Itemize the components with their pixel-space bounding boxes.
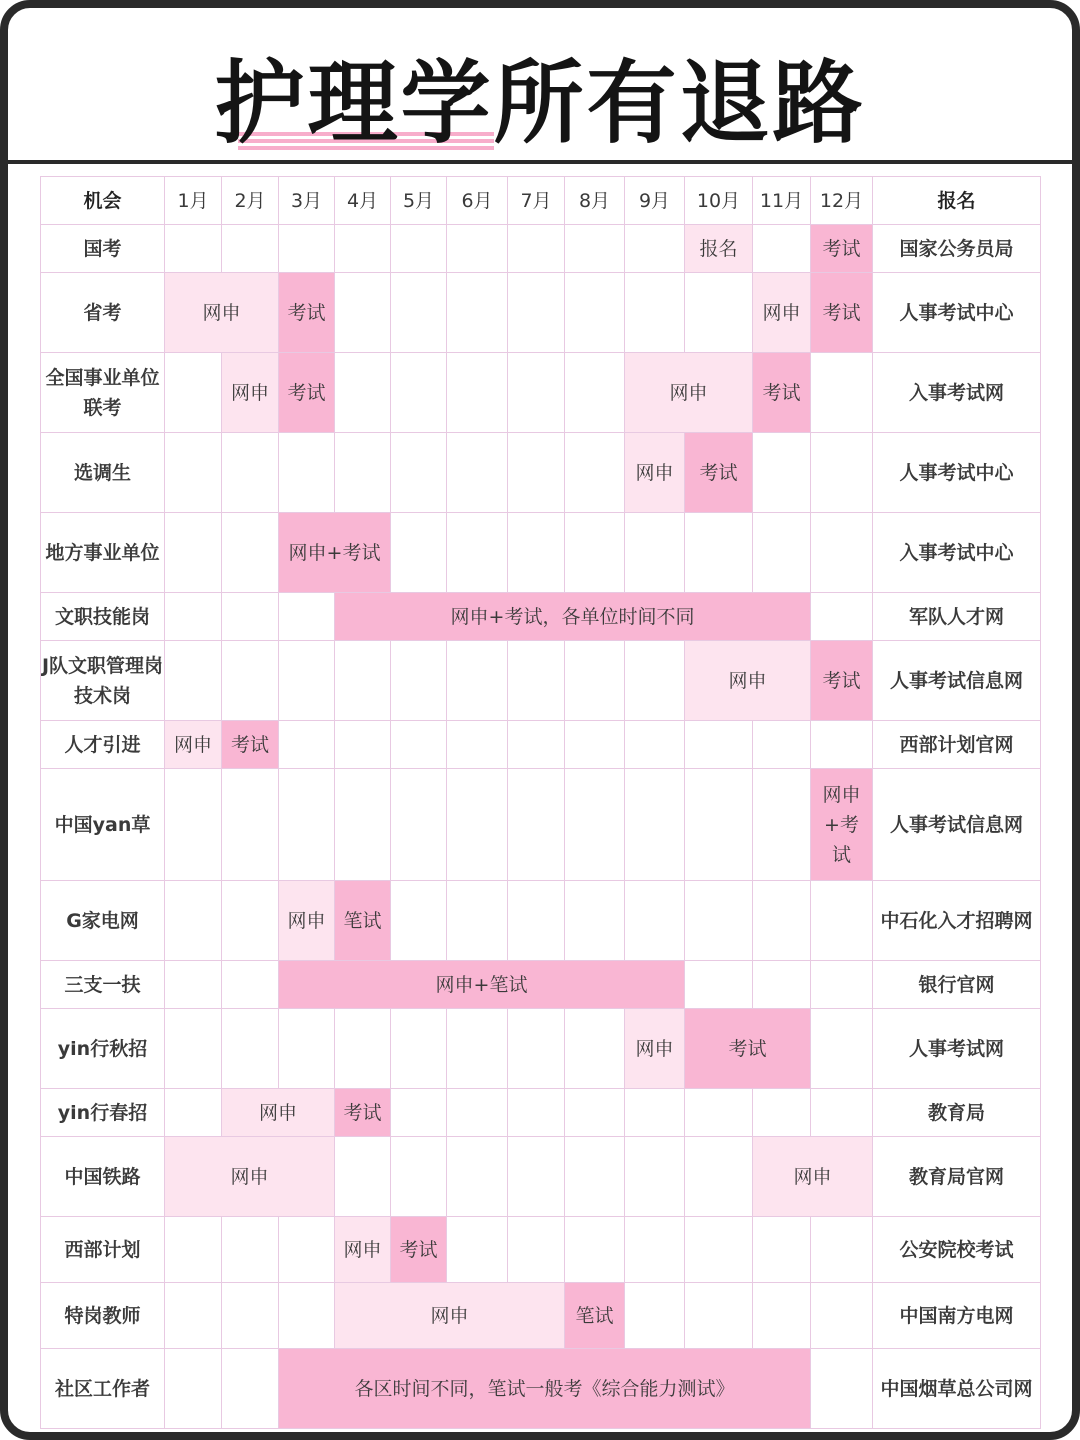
table-row	[41, 513, 1041, 593]
period-cell: 网申	[335, 1283, 565, 1349]
period-cell: 网申	[625, 353, 753, 433]
row-name: 三支一扶	[41, 961, 165, 1009]
row-register: 人事考试信息网	[873, 641, 1041, 721]
row-register: 银行官网	[873, 961, 1041, 1009]
period-cell: 网申	[625, 433, 685, 513]
period-cell: 考试	[222, 721, 279, 769]
table-row	[41, 1089, 1041, 1137]
period-cell: 考试	[391, 1217, 447, 1283]
period-cell: 网申+考试，各单位时间不同	[335, 593, 811, 641]
period-cell: 网申	[165, 721, 222, 769]
period-cell: 考试	[811, 641, 873, 721]
row-name: 省考	[41, 273, 165, 353]
row-name: 特岗教师	[41, 1283, 165, 1349]
row-register: 中国烟草总公司网	[873, 1349, 1041, 1429]
row-name: J队文职管理岗技术岗	[41, 641, 165, 721]
row-register: 公安院校考试	[873, 1217, 1041, 1283]
period-cell: 笔试	[335, 881, 391, 961]
period-cell: 各区时间不同，笔试一般考《综合能力测试》	[279, 1349, 811, 1429]
period-cell: 考试	[811, 273, 873, 353]
period-cell: 网申	[222, 1089, 335, 1137]
page-title: 护理学所有退路	[214, 51, 866, 156]
row-register: 中国南方电网	[873, 1283, 1041, 1349]
header-month: 3月	[279, 177, 335, 225]
row-name: 人才引进	[41, 721, 165, 769]
period-cell: 考试	[279, 353, 335, 433]
row-register: 西部计划官网	[873, 721, 1041, 769]
header-month: 9月	[625, 177, 685, 225]
table-row	[41, 593, 1041, 641]
period-cell: 网申	[222, 353, 279, 433]
row-name: 西部计划	[41, 1217, 165, 1283]
table-row	[41, 1217, 1041, 1283]
period-cell: 网申	[753, 1137, 873, 1217]
row-name: 中国铁路	[41, 1137, 165, 1217]
row-register: 入事考试中心	[873, 513, 1041, 593]
table-row	[41, 353, 1041, 433]
period-cell: 网申	[335, 1217, 391, 1283]
period-cell: 考试	[753, 353, 811, 433]
period-cell: 考试	[685, 433, 753, 513]
row-register: 国家公务员局	[873, 225, 1041, 273]
header-month: 4月	[335, 177, 391, 225]
row-name: 选调生	[41, 433, 165, 513]
row-name: yin行春招	[41, 1089, 165, 1137]
header-month: 11月	[753, 177, 811, 225]
period-cell: 网申	[625, 1009, 685, 1089]
period-cell: 考试	[811, 225, 873, 273]
row-register: 中石化入才招聘网	[873, 881, 1041, 961]
row-register: 人事考试信息网	[873, 769, 1041, 881]
table-row	[41, 769, 1041, 881]
header-month: 2月	[222, 177, 279, 225]
header-month: 5月	[391, 177, 447, 225]
header-month: 7月	[508, 177, 565, 225]
row-name: 地方事业单位	[41, 513, 165, 593]
period-cell: 考试	[335, 1089, 391, 1137]
header-row	[41, 177, 1041, 225]
row-register: 军队人才网	[873, 593, 1041, 641]
table-row	[41, 721, 1041, 769]
period-cell: 网申+考试	[811, 769, 873, 881]
header-month: 8月	[565, 177, 625, 225]
row-register: 人事考试中心	[873, 273, 1041, 353]
header-month: 10月	[685, 177, 753, 225]
table-row	[41, 1009, 1041, 1089]
row-name: 全国事业单位联考	[41, 353, 165, 433]
table-row	[41, 1283, 1041, 1349]
title-area	[8, 8, 1072, 164]
table-row	[41, 225, 1041, 273]
header-month: 1月	[165, 177, 222, 225]
table-row	[41, 433, 1041, 513]
row-name: G家电网	[41, 881, 165, 961]
row-register: 入事考试网	[873, 353, 1041, 433]
period-cell: 笔试	[565, 1283, 625, 1349]
table-row	[41, 273, 1041, 353]
row-name: 文职技能岗	[41, 593, 165, 641]
table-row	[41, 1137, 1041, 1217]
header-opportunity: 机会	[41, 177, 165, 225]
period-cell: 网申	[165, 1137, 335, 1217]
row-name: 社区工作者	[41, 1349, 165, 1429]
row-name: 中国yan草	[41, 769, 165, 881]
row-register: 教育局	[873, 1089, 1041, 1137]
row-register: 人事考试中心	[873, 433, 1041, 513]
period-cell: 网申	[279, 881, 335, 961]
table-row	[41, 641, 1041, 721]
row-name: yin行秋招	[41, 1009, 165, 1089]
period-cell: 报名	[685, 225, 753, 273]
row-register: 教育局官网	[873, 1137, 1041, 1217]
period-cell: 网申	[165, 273, 279, 353]
header-register: 报名	[873, 177, 1041, 225]
schedule-table	[40, 176, 1041, 1429]
period-cell: 考试	[279, 273, 335, 353]
row-name: 国考	[41, 225, 165, 273]
header-month: 12月	[811, 177, 873, 225]
period-cell: 网申+考试	[279, 513, 391, 593]
period-cell: 网申	[685, 641, 811, 721]
row-register: 人事考试网	[873, 1009, 1041, 1089]
header-month: 6月	[447, 177, 508, 225]
table-row	[41, 961, 1041, 1009]
period-cell: 网申+笔试	[279, 961, 685, 1009]
table-row	[41, 881, 1041, 961]
period-cell: 考试	[685, 1009, 811, 1089]
table-row	[41, 1349, 1041, 1429]
period-cell: 网申	[753, 273, 811, 353]
